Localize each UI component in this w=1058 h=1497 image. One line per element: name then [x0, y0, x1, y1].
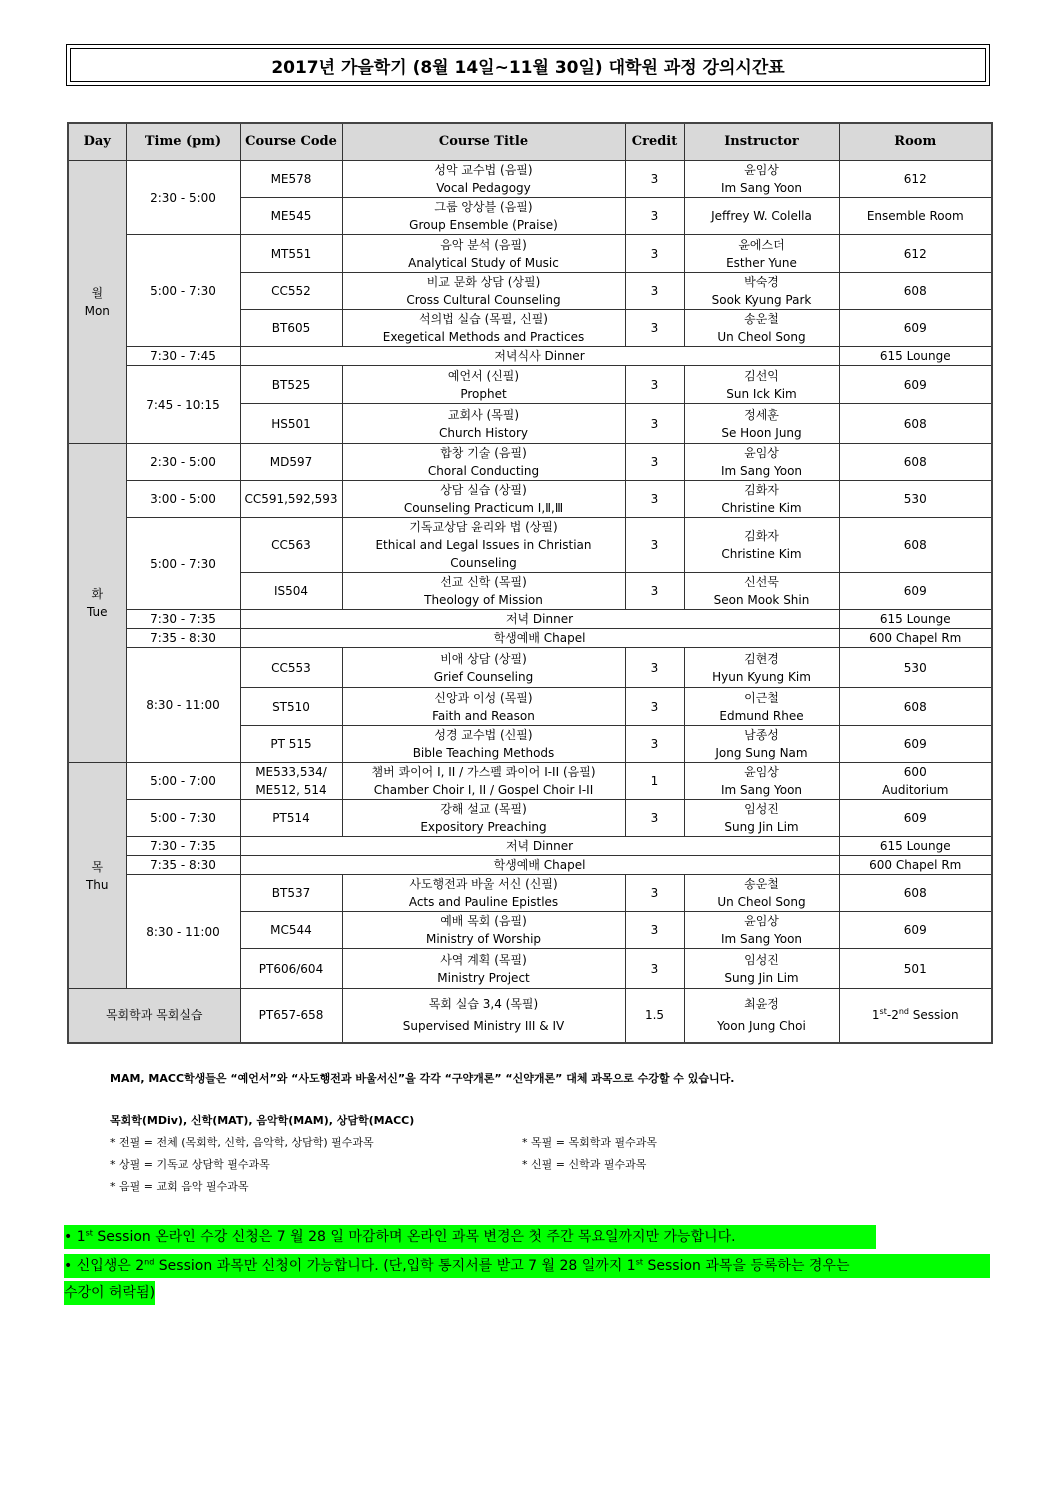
room-part: -2 [886, 1008, 899, 1023]
hl-sup: st [85, 1228, 93, 1238]
day-en: Tue [87, 605, 108, 619]
course-title [342, 573, 625, 610]
course-title [342, 949, 625, 989]
room: 609 [839, 366, 992, 404]
course-title [342, 235, 625, 273]
table-row [68, 518, 992, 573]
room-part: 1 [871, 1008, 880, 1023]
instructor [684, 875, 839, 912]
instructor-ko: 최윤정 [744, 997, 779, 1012]
course-code: IS504 [240, 573, 342, 610]
instructor-ko: 윤에스더 [738, 237, 785, 252]
room: 612 [839, 235, 992, 273]
instructor [684, 726, 839, 763]
table-row [68, 856, 992, 875]
course-title [342, 763, 625, 800]
title-ko: 합창 기술 (음필) [440, 446, 527, 460]
course-title [342, 875, 625, 912]
header-credit: Credit [625, 123, 684, 161]
event-cell: 학생예배 Chapel [240, 629, 839, 648]
title-ko: 비교 문화 상담 (상필) [426, 275, 541, 289]
room: 609 [839, 573, 992, 610]
title-ko: 음악 분석 (음필) [440, 237, 527, 252]
instructor-en: Sung Jin Lim [724, 970, 799, 985]
instructor [684, 688, 839, 726]
title-en: Grief Counseling [433, 669, 534, 684]
time-cell: 8:30 - 11:00 [126, 648, 240, 763]
title-ko: 교회사 (목필) [447, 407, 520, 422]
time-cell: 7:35 - 8:30 [126, 856, 240, 875]
instructor-en: Seon Mook Shin [713, 593, 810, 607]
instructor [684, 949, 839, 989]
instructor-en: Un Cheol Song [717, 330, 806, 344]
instructor-ko: 김화자 [744, 483, 779, 497]
instructor-en: Yoon Jung Choi [717, 1019, 806, 1034]
instructor [684, 989, 839, 1043]
course-code: PT 515 [240, 726, 342, 763]
hl-text: Session 과목을 등록하는 경우는 [643, 1258, 850, 1274]
legend-item: * 음필 = 교회 음악 필수과목 [110, 1180, 249, 1193]
title-ko: 신앙과 이성 (목필) [434, 690, 533, 705]
course-code: BT525 [240, 366, 342, 404]
day-en: Thu [85, 877, 109, 892]
title-ko: 예배 목회 (음필) [440, 914, 527, 928]
time-cell: 5:00 - 7:30 [126, 518, 240, 610]
instructor-en: Im Sang Yoon [720, 932, 803, 946]
header-row [68, 123, 992, 161]
room-part: Session [908, 1008, 959, 1023]
title-ko: 성악 교수법 (음필) [434, 163, 533, 177]
title-en: Group Ensemble (Praise) [409, 218, 558, 232]
instructor-en: Un Cheol Song [717, 895, 806, 909]
credit: 3 [625, 310, 684, 347]
room [839, 989, 992, 1043]
course-title [342, 444, 625, 481]
credit: 3 [625, 161, 684, 198]
course-code: ME545 [240, 198, 342, 235]
instructor-en: Jong Sung Nam [715, 746, 808, 760]
title-box [66, 44, 990, 86]
course-code: BT537 [240, 875, 342, 912]
credit: 3 [625, 481, 684, 518]
credit: 3 [625, 198, 684, 235]
instructor-en: Edmund Rhee [719, 708, 804, 723]
instructor: Jeffrey W. Colella [684, 198, 839, 235]
legend-item: * 전필 = 전체 (목회학, 신학, 음악학, 상담학) 필수과목 [110, 1136, 374, 1149]
room-sup: st [879, 1007, 887, 1017]
instructor [684, 800, 839, 837]
course-title [342, 198, 625, 235]
header-room: Room [839, 123, 992, 161]
title-ko: 예언서 (신필) [447, 368, 520, 383]
time-cell: 2:30 - 5:00 [126, 161, 240, 235]
instructor-en: Sook Kyung Park [711, 293, 812, 307]
instructor-en: Esther Yune [726, 255, 797, 270]
time-cell: 5:00 - 7:00 [126, 763, 240, 800]
instructor-en: Im Sang Yoon [720, 464, 803, 478]
title-en: Bible Teaching Methods [412, 746, 555, 760]
table-row [68, 648, 992, 688]
title-ko: 사도행전과 바울 서신 (신필) [409, 877, 558, 891]
title-ko: 챔버 콰이어 I, II / 가스펠 콰이어 I-II (음필) [371, 765, 596, 779]
table-row [68, 366, 992, 404]
code-line: ME533,534/ [255, 765, 327, 779]
credit: 3 [625, 518, 684, 573]
room: 608 [839, 404, 992, 444]
table-row [68, 629, 992, 648]
title-ko: 목회 실습 3,4 (목필) [428, 997, 539, 1012]
instructor [684, 518, 839, 573]
title-ko: 사역 계획 (목필) [440, 952, 527, 967]
room: 609 [839, 726, 992, 763]
title-en: Counseling Practicum I,Ⅱ,Ⅲ [403, 501, 564, 515]
title-en: Ethical and Legal Issues in Christian [375, 538, 592, 552]
course-code: CC553 [240, 648, 342, 688]
day-en: Mon [84, 304, 110, 318]
instructor-ko: 송운철 [744, 312, 779, 326]
instructor-en: Hyun Kyung Kim [712, 669, 811, 684]
credit: 3 [625, 949, 684, 989]
title-ko: 선교 신학 (목필) [440, 575, 527, 589]
header-day: Day [68, 123, 126, 161]
legend-item: * 목필 = 목회학과 필수과목 [522, 1136, 657, 1149]
instructor [684, 481, 839, 518]
course-title [342, 161, 625, 198]
title-en: Choral Conducting [427, 464, 540, 478]
title-ko: 그룹 앙상블 (음필) [434, 200, 533, 214]
instructor-en: Im Sang Yoon [720, 783, 803, 797]
highlight-note-1 [64, 1225, 876, 1249]
course-title [342, 912, 625, 949]
room: 608 [839, 518, 992, 573]
room: 608 [839, 688, 992, 726]
room: 615 Lounge [839, 347, 992, 366]
credit: 3 [625, 366, 684, 404]
time-cell: 7:30 - 7:35 [126, 837, 240, 856]
room [839, 763, 992, 800]
title-en: Analytical Study of Music [408, 255, 559, 270]
page-title: 2017년 가을학기 (8월 14일~11월 30일) 대학원 과정 강의시간표 [70, 48, 986, 82]
time-cell: 8:30 - 11:00 [126, 875, 240, 989]
credit: 3 [625, 235, 684, 273]
instructor-en: Sun Ick Kim [726, 386, 797, 401]
course-code: MD597 [240, 444, 342, 481]
credit: 3 [625, 573, 684, 610]
title-en: Expository Preaching [420, 820, 547, 834]
course-code: PT657-658 [240, 989, 342, 1043]
day-cell-mon [68, 161, 126, 444]
title-ko: 상담 실습 (상필) [440, 483, 527, 497]
day-cell-thu [68, 763, 126, 989]
time-cell: 7:30 - 7:45 [126, 347, 240, 366]
note-substitution: MAM, MACC학생들은 “예언서”와 “사도행전과 바울서신”을 각각 “구약개론” “신약개론” 대체 과목으로 수강할 수 있습니다. [110, 1072, 735, 1085]
course-title [342, 273, 625, 310]
day-ko: 월 [91, 286, 104, 300]
table-row [68, 235, 992, 273]
event-cell: 학생예배 Chapel [240, 856, 839, 875]
table-row [68, 481, 992, 518]
hl-sup: st [635, 1257, 644, 1267]
table-row [68, 347, 992, 366]
instructor-ko: 이근철 [744, 690, 779, 705]
course-code: MT551 [240, 235, 342, 273]
instructor [684, 366, 839, 404]
notes [110, 1068, 822, 1198]
highlight-note-2-cont: 수강이 허락됨) [64, 1281, 155, 1305]
time-cell: 5:00 - 7:30 [126, 800, 240, 837]
table-row [68, 161, 992, 198]
instructor-ko: 임성진 [744, 952, 779, 967]
title-en: Counseling [450, 556, 517, 570]
room: 600 Chapel Rm [839, 629, 992, 648]
title-en: Faith and Reason [432, 708, 535, 723]
room: 609 [839, 912, 992, 949]
room: 609 [839, 800, 992, 837]
credit: 3 [625, 800, 684, 837]
course-code: ST510 [240, 688, 342, 726]
course-code: BT605 [240, 310, 342, 347]
credit: 3 [625, 404, 684, 444]
title-ko: 강해 설교 (목필) [440, 802, 527, 816]
day-ko: 목 [91, 859, 104, 874]
course-title [342, 366, 625, 404]
room: 530 [839, 481, 992, 518]
credit: 1.5 [625, 989, 684, 1043]
note-programs: 목회학(MDiv), 신학(MAT), 음악학(MAM), 상담학(MACC) [110, 1114, 415, 1127]
instructor [684, 404, 839, 444]
instructor [684, 444, 839, 481]
table-row [68, 610, 992, 629]
room: Ensemble Room [839, 198, 992, 235]
room: 600 Chapel Rm [839, 856, 992, 875]
course-code: PT606/604 [240, 949, 342, 989]
credit: 3 [625, 444, 684, 481]
time-cell: 7:45 - 10:15 [126, 366, 240, 444]
table-row [68, 763, 992, 800]
instructor-en: Christine Kim [721, 547, 802, 561]
credit: 3 [625, 273, 684, 310]
credit: 3 [625, 875, 684, 912]
course-title [342, 404, 625, 444]
legend-item: * 상필 = 기독교 상담학 필수과목 [110, 1158, 270, 1171]
room: 501 [839, 949, 992, 989]
course-title [342, 310, 625, 347]
title-en: Ministry Project [437, 970, 530, 985]
instructor-ko: 신선묵 [744, 575, 779, 589]
instructor-ko: 김화자 [744, 529, 779, 543]
title-ko: 기독교상담 윤리와 법 (상필) [409, 520, 558, 534]
instructor-ko: 송운철 [744, 877, 779, 891]
instructor [684, 912, 839, 949]
table-row [68, 800, 992, 837]
table-row [68, 875, 992, 912]
instructor [684, 161, 839, 198]
table-row [68, 989, 992, 1043]
instructor-ko: 남종성 [744, 728, 779, 742]
instructor-ko: 박숙경 [744, 275, 779, 289]
room-sup: nd [898, 1007, 909, 1017]
instructor-ko: 윤임상 [744, 163, 779, 177]
event-cell: 저녁 Dinner [240, 837, 839, 856]
room: 615 Lounge [839, 610, 992, 629]
header-title: Course Title [342, 123, 625, 161]
title-en: Chamber Choir I, II / Gospel Choir I-II [373, 783, 594, 797]
title-ko: 비애 상담 (상필) [440, 651, 527, 666]
course-code: ME578 [240, 161, 342, 198]
instructor-ko: 김현경 [744, 651, 779, 666]
room: 608 [839, 875, 992, 912]
code-line: ME512, 514 [255, 783, 327, 797]
instructor [684, 310, 839, 347]
instructor [684, 235, 839, 273]
title-ko: 석의법 실습 (목필, 신필) [419, 312, 548, 326]
instructor-en: Im Sang Yoon [720, 181, 803, 195]
title-en: Ministry of Worship [425, 932, 542, 946]
course-title [342, 688, 625, 726]
instructor-ko: 정세훈 [744, 407, 779, 422]
credit: 3 [625, 912, 684, 949]
title-en: Vocal Pedagogy [436, 181, 531, 195]
title-ko: 성경 교수법 (신필) [434, 728, 533, 742]
instructor [684, 573, 839, 610]
instructor-ko: 윤임상 [744, 765, 779, 779]
course-code: CC591,592,593 [240, 481, 342, 518]
course-code: PT514 [240, 800, 342, 837]
hl-text: • 1 [64, 1229, 86, 1245]
room-line: Auditorium [882, 783, 949, 797]
room: 608 [839, 273, 992, 310]
room: 615 Lounge [839, 837, 992, 856]
table-row [68, 444, 992, 481]
time-cell: 5:00 - 7:30 [126, 235, 240, 347]
event-cell: 저녁 Dinner [240, 610, 839, 629]
room: 608 [839, 444, 992, 481]
title-en: Prophet [460, 386, 507, 401]
header-time: Time (pm) [126, 123, 240, 161]
course-code [240, 763, 342, 800]
hl-text: Session 온라인 수강 신청은 7 월 28 일 마감하며 온라인 과목 변경은 첫 주간 목요일까지만 가능합니다. [92, 1229, 736, 1245]
time-cell: 3:00 - 5:00 [126, 481, 240, 518]
title-en: Cross Cultural Counseling [406, 293, 561, 307]
course-code: HS501 [240, 404, 342, 444]
course-title [342, 989, 625, 1043]
hl-sup: nd [144, 1257, 155, 1267]
practicum-label: 목회학과 목회실습 [68, 989, 240, 1043]
room: 609 [839, 310, 992, 347]
day-cell-tue [68, 444, 126, 763]
header-instructor: Instructor [684, 123, 839, 161]
time-cell: 7:35 - 8:30 [126, 629, 240, 648]
course-title [342, 518, 625, 573]
credit: 3 [625, 648, 684, 688]
room: 530 [839, 648, 992, 688]
instructor [684, 273, 839, 310]
instructor-en: Christine Kim [721, 501, 802, 515]
instructor-ko: 윤임상 [744, 914, 779, 928]
header-code: Course Code [240, 123, 342, 161]
instructor-ko: 윤임상 [744, 446, 779, 460]
instructor-ko: 임성진 [744, 802, 779, 816]
hl-text: Session 과목만 신청이 가능합니다. (단,입학 통지서를 받고 7 월 28 일까지 1 [154, 1258, 636, 1274]
room-line: 600 [903, 765, 927, 779]
course-code: CC563 [240, 518, 342, 573]
table-row [68, 837, 992, 856]
schedule-table [67, 122, 993, 1044]
title-en: Church History [439, 425, 528, 440]
room: 612 [839, 161, 992, 198]
course-title [342, 648, 625, 688]
course-code: CC552 [240, 273, 342, 310]
instructor-en: Se Hoon Jung [721, 425, 802, 440]
title-en: Supervised Ministry III & IV [402, 1019, 565, 1034]
instructor [684, 763, 839, 800]
day-ko: 화 [91, 587, 104, 601]
time-cell: 2:30 - 5:00 [126, 444, 240, 481]
course-code: MC544 [240, 912, 342, 949]
course-title [342, 726, 625, 763]
credit: 3 [625, 688, 684, 726]
title-en: Exegetical Methods and Practices [382, 330, 585, 344]
event-cell: 저녁식사 Dinner [240, 347, 839, 366]
legend-item: * 신필 = 신학과 필수과목 [522, 1158, 647, 1171]
credit: 3 [625, 726, 684, 763]
instructor [684, 648, 839, 688]
credit: 1 [625, 763, 684, 800]
hl-text: • 신입생은 2 [64, 1258, 145, 1274]
legend-grid [110, 1132, 822, 1198]
title-en: Theology of Mission [424, 593, 543, 607]
instructor-en: Sung Jin Lim [724, 820, 799, 834]
highlight-note-2 [64, 1254, 990, 1278]
course-title [342, 800, 625, 837]
instructor-ko: 김선익 [744, 368, 779, 383]
title-en: Acts and Pauline Epistles [408, 895, 559, 909]
time-cell: 7:30 - 7:35 [126, 610, 240, 629]
course-title [342, 481, 625, 518]
